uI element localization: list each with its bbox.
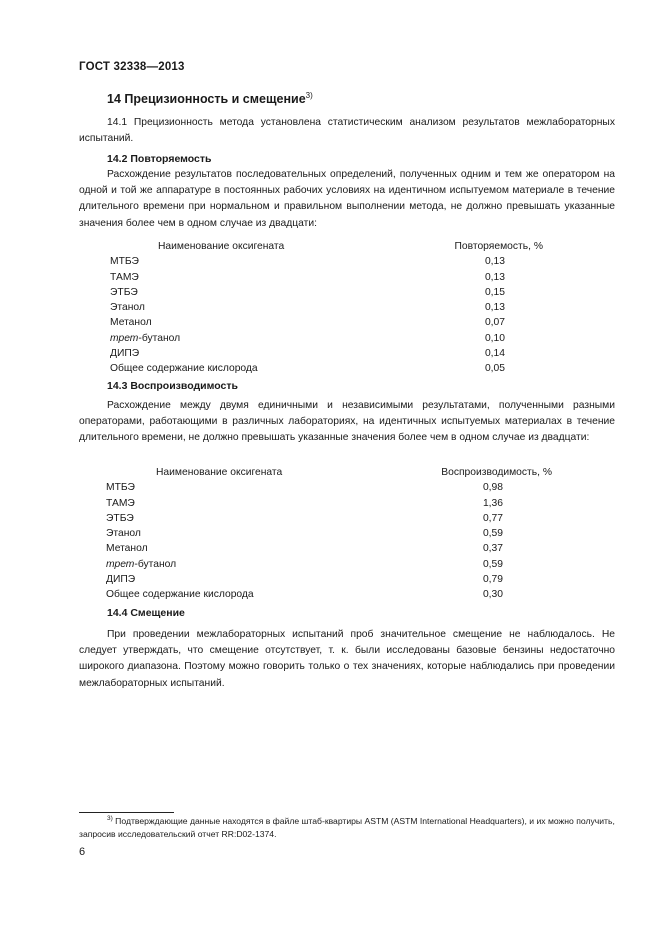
table-row xyxy=(108,270,558,285)
table-row xyxy=(108,315,558,330)
table-header xyxy=(106,465,556,480)
precision-value: 0,37 xyxy=(482,543,503,555)
oxygenate-name: ТАМЭ xyxy=(106,497,135,509)
precision-value: 0,59 xyxy=(482,528,503,539)
table-row xyxy=(108,331,558,346)
table-row xyxy=(106,511,556,526)
reproducibility-paragraph xyxy=(79,398,615,447)
table-row xyxy=(106,526,556,541)
table-row xyxy=(108,254,558,269)
repeatability-table xyxy=(108,239,558,376)
footnote-ref: 3) xyxy=(305,90,313,100)
oxygenate-name: Метанол xyxy=(110,317,152,329)
oxygenate-name-rest: -бутанол xyxy=(134,558,177,570)
precision-value: 0,15 xyxy=(484,286,505,298)
precision-value: 0,13 xyxy=(484,302,505,313)
table-row xyxy=(108,361,558,376)
table-body xyxy=(106,480,556,602)
oxygenate-name: ДИПЭ xyxy=(106,573,136,585)
oxygenate-name: Этанол xyxy=(110,302,145,313)
column-header-name: Наименование оксигената xyxy=(158,241,285,252)
precision-value: 0,10 xyxy=(484,332,505,344)
oxygenate-name: Общее содержание кислорода xyxy=(106,589,254,600)
footnote xyxy=(79,815,619,841)
section-title xyxy=(107,92,313,106)
section-title-text: 14 Прецизионность и смещение xyxy=(107,92,306,106)
precision-value: 0,13 xyxy=(484,256,505,268)
oxygenate-name: ЭТБЭ xyxy=(110,286,138,298)
table-row xyxy=(106,557,556,572)
reproducibility-heading: 14.3 Воспроизводимость xyxy=(107,380,238,392)
repeatability-paragraph xyxy=(79,167,615,232)
precision-value: 0,07 xyxy=(484,317,505,329)
oxygenate-name: Метанол xyxy=(106,543,148,555)
table-body xyxy=(108,254,558,376)
footnote-separator xyxy=(79,812,174,813)
table-row xyxy=(106,480,556,495)
precision-value: 0,13 xyxy=(484,271,505,283)
oxygenate-name-italic: трет xyxy=(106,558,135,570)
reproducibility-table xyxy=(106,465,556,602)
oxygenate-name: ЭТБЭ xyxy=(106,512,134,524)
table-row xyxy=(108,285,558,300)
column-header-name: Наименование оксигената xyxy=(156,467,283,478)
precision-value: 0,98 xyxy=(482,482,503,494)
table-row xyxy=(106,541,556,556)
table-row xyxy=(106,496,556,511)
oxygenate-name-italic: трет xyxy=(110,332,139,344)
reproducibility-text: Расхождение между двумя единичными и независимыми результатами, полученными разными операторами, работающими в различных лабораториях, на идентичных испытуемых материалах в течение длительного времени, не должно превышать указанные значения более чем в одном случае из двадцати: xyxy=(79,400,615,444)
oxygenate-name: Этанол xyxy=(106,528,141,539)
bias-paragraph xyxy=(79,627,615,692)
oxygenate-name: МТБЭ xyxy=(110,256,139,268)
page-number: 6 xyxy=(79,846,86,858)
oxygenate-name-rest: -бутанол xyxy=(138,332,181,344)
bias-heading: 14.4 Смещение xyxy=(107,607,185,619)
repeatability-text: Расхождение результатов последовательных определений, полученных одним и тем же оператором на одной и той же аппаратуре в постоянных рабочих условиях на идентичном испытуемом материале в течение длительного времени при нормальном и правильном выполнении метода, не должно превышать указанные значения более чем в одном случае из двадцати: xyxy=(79,169,615,229)
oxygenate-name: МТБЭ xyxy=(106,482,135,494)
repeatability-heading: 14.2 Повторяемость xyxy=(107,153,212,165)
footnote-text: Подтверждающие данные находятся в файле штаб-квартиры ASTM (ASTM International Headquarters), и их можно получить, запросив исследовательский отчет RR:D02-1374. xyxy=(79,816,615,839)
precision-value: 0,59 xyxy=(482,558,503,570)
oxygenate-name: ДИПЭ xyxy=(110,347,140,359)
precision-value: 0,05 xyxy=(484,363,505,374)
precision-value: 0,77 xyxy=(482,512,503,524)
intro-paragraph xyxy=(79,115,615,147)
table-row xyxy=(108,346,558,361)
column-header-value: Повторяемость, % xyxy=(454,241,543,252)
intro-text: 14.1 Прецизионность метода установлена статистическим анализом результатов межлабораторных испытаний. xyxy=(79,117,615,145)
table-row xyxy=(106,587,556,602)
document-header: ГОСТ 32338—2013 xyxy=(79,61,185,73)
precision-value: 0,30 xyxy=(482,589,503,600)
table-header xyxy=(108,239,558,254)
column-header-value: Воспроизводимость, % xyxy=(441,467,552,478)
oxygenate-name: ТАМЭ xyxy=(110,271,139,283)
precision-value: 1,36 xyxy=(482,497,503,509)
oxygenate-name: Общее содержание кислорода xyxy=(110,363,258,374)
precision-value: 0,79 xyxy=(482,573,503,585)
table-row xyxy=(106,572,556,587)
footnote-marker: 3) xyxy=(107,815,113,823)
bias-text: При проведении межлабораторных испытаний проб значительное смещение не наблюдалось. Не следует утверждать, что смещение отсутствует, т. к. были исследованы базовые бензины недостаточно широкого диапазона. Поэтому можно говорить только о тех значениях, которые наблюдались при проведении межлабораторных испытаний. xyxy=(79,629,615,689)
precision-value: 0,14 xyxy=(484,347,505,359)
table-row xyxy=(108,300,558,315)
